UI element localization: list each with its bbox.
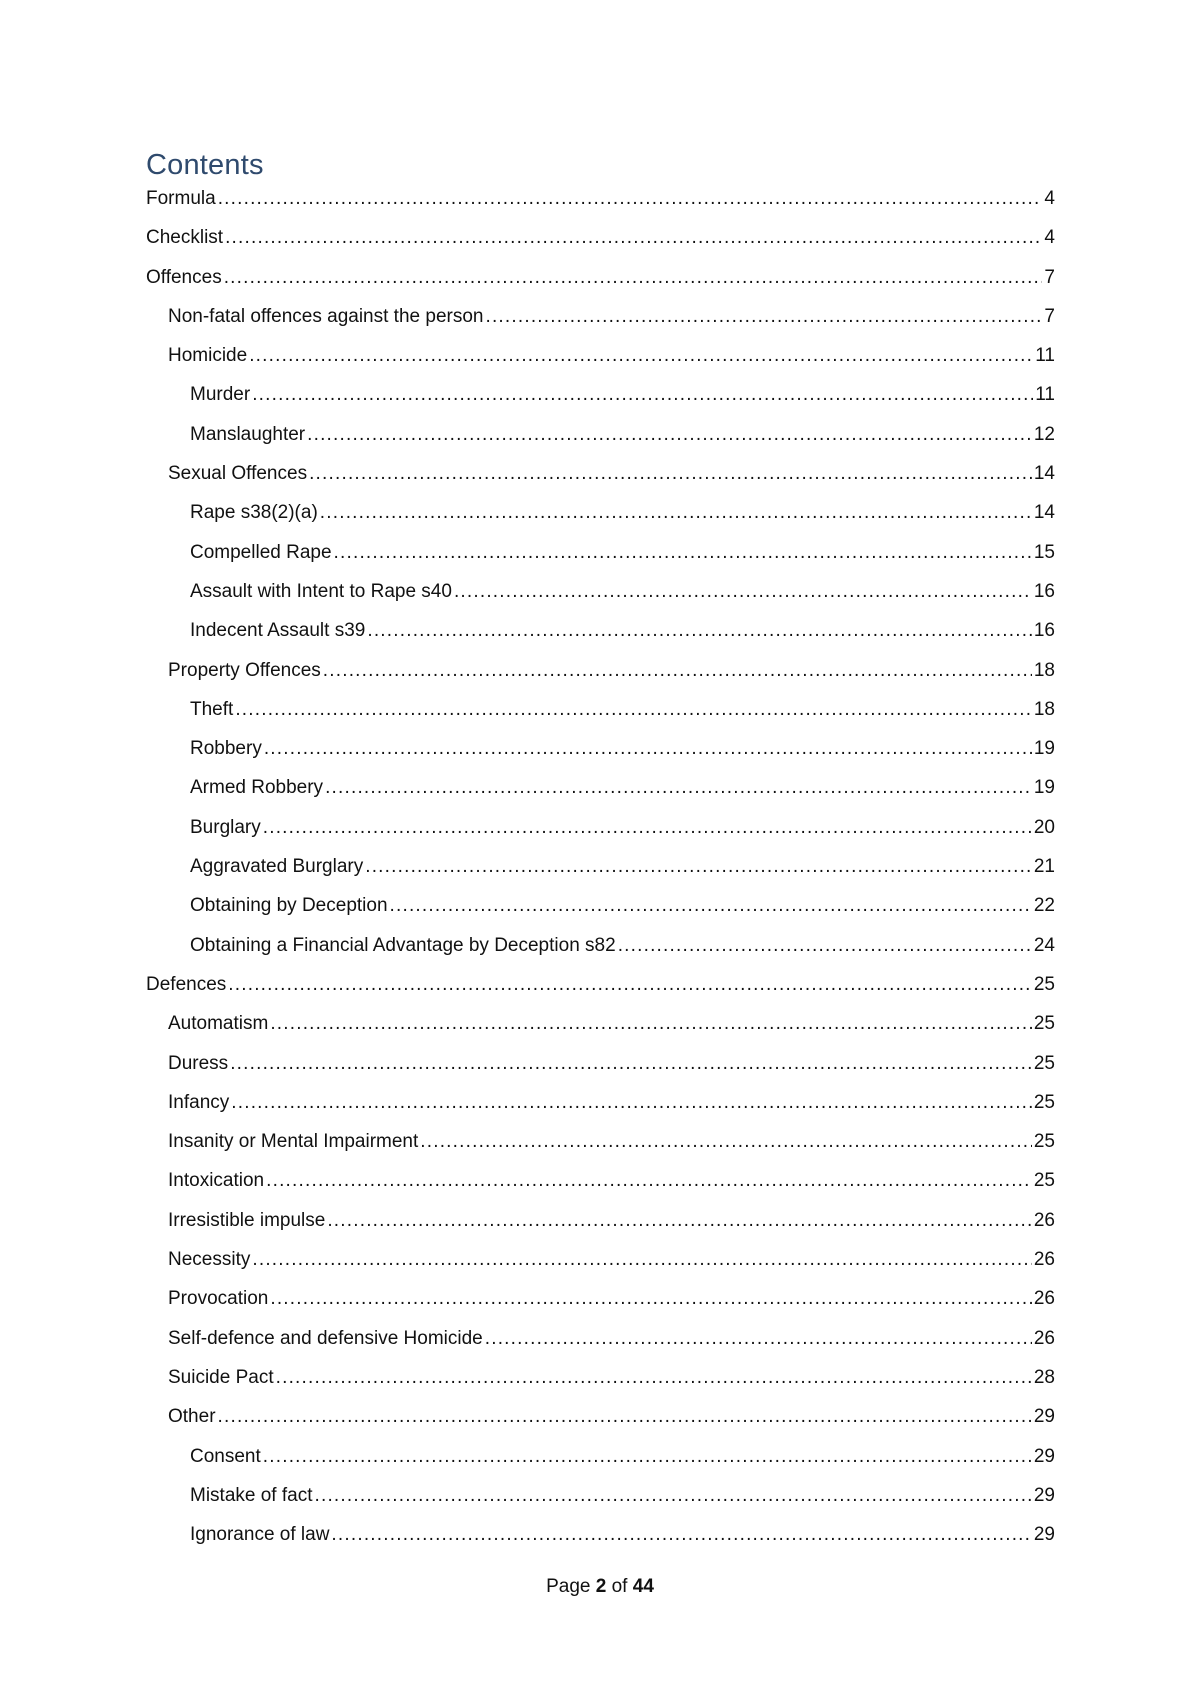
toc-entry-label: Formula bbox=[146, 188, 216, 209]
toc-entry[interactable] bbox=[146, 1168, 1055, 1207]
toc-entry-label: Non-fatal offences against the person bbox=[168, 305, 484, 327]
toc-entry[interactable] bbox=[146, 972, 1055, 1011]
toc-entry-page-number: 29 bbox=[1033, 1406, 1055, 1428]
toc-entry[interactable] bbox=[146, 893, 1055, 932]
toc-entry[interactable] bbox=[146, 500, 1055, 539]
toc-dot-leader bbox=[618, 933, 1032, 959]
toc-entry[interactable] bbox=[146, 461, 1055, 500]
toc-entry-label: Checklist bbox=[146, 227, 224, 249]
toc-entry[interactable] bbox=[146, 422, 1055, 461]
toc-entry-label: Obtaining a Financial Advantage by Deception s82 bbox=[190, 934, 616, 956]
toc-entry[interactable] bbox=[146, 1129, 1055, 1168]
toc-entry[interactable] bbox=[146, 775, 1055, 814]
toc-entry-page-number: 22 bbox=[1033, 895, 1055, 917]
toc-dot-leader bbox=[270, 1286, 1032, 1312]
toc-entry-page-number: 26 bbox=[1033, 1327, 1055, 1349]
toc-entry-label: Duress bbox=[168, 1052, 229, 1074]
toc-dot-leader bbox=[367, 618, 1032, 644]
toc-entry[interactable] bbox=[146, 186, 1055, 225]
toc-entry-page-number: 14 bbox=[1033, 502, 1055, 524]
toc-entry-label: Consent bbox=[190, 1445, 261, 1467]
toc-entry[interactable] bbox=[146, 618, 1055, 657]
toc-dot-leader bbox=[327, 1208, 1032, 1234]
toc-entry-label: Offences bbox=[146, 266, 222, 288]
toc-entry-label: Homicide bbox=[168, 345, 248, 367]
toc-dot-leader bbox=[230, 1051, 1032, 1077]
toc-entry-label: Indecent Assault s39 bbox=[190, 620, 366, 642]
toc-entry-page-number: 18 bbox=[1033, 698, 1055, 720]
toc-dot-leader bbox=[390, 893, 1032, 919]
toc-entry-page-number: 12 bbox=[1033, 423, 1055, 445]
toc-dot-leader bbox=[331, 1522, 1031, 1548]
toc-entry-page-number: 25 bbox=[1033, 973, 1055, 995]
toc-entry[interactable] bbox=[146, 1483, 1055, 1522]
toc-entry-page-number: 24 bbox=[1033, 934, 1055, 956]
toc-entry-page-number: 25 bbox=[1033, 1131, 1055, 1153]
toc-entry-label: Assault with Intent to Rape s40 bbox=[190, 580, 452, 602]
toc-dot-leader bbox=[249, 343, 1033, 369]
toc-dot-leader bbox=[218, 1404, 1032, 1430]
toc-entry-label: Provocation bbox=[168, 1288, 269, 1310]
toc-dot-leader bbox=[276, 1365, 1032, 1391]
toc-entry[interactable] bbox=[146, 265, 1055, 304]
toc-dot-leader bbox=[263, 815, 1032, 841]
toc-dot-leader bbox=[231, 1090, 1032, 1116]
toc-entry-page-number: 16 bbox=[1033, 580, 1055, 602]
toc-entry-page-number: 25 bbox=[1033, 1052, 1055, 1074]
toc-dot-leader bbox=[307, 422, 1032, 448]
toc-entry-label: Property Offences bbox=[168, 659, 321, 681]
toc-entry[interactable] bbox=[146, 736, 1055, 775]
footer-separator: of bbox=[611, 1576, 628, 1597]
toc-entry-label: Obtaining by Deception bbox=[190, 895, 388, 917]
toc-entry-page-number: 26 bbox=[1033, 1288, 1055, 1310]
toc-entry-label: Burglary bbox=[190, 816, 261, 838]
toc-entry-page-number: 29 bbox=[1033, 1524, 1055, 1546]
toc-dot-leader bbox=[225, 225, 1042, 251]
toc-entry-page-number: 26 bbox=[1033, 1209, 1055, 1231]
toc-entry[interactable] bbox=[146, 1247, 1055, 1286]
toc-entry[interactable] bbox=[146, 1051, 1055, 1090]
toc-entry-page-number: 14 bbox=[1033, 463, 1055, 485]
toc-entry-label: Other bbox=[168, 1406, 216, 1428]
toc-dot-leader bbox=[320, 500, 1032, 526]
toc-entry-label: Insanity or Mental Impairment bbox=[168, 1131, 419, 1153]
toc-entry-page-number: 7 bbox=[1044, 266, 1055, 288]
toc-dot-leader bbox=[218, 186, 1043, 212]
toc-entry-page-number: 19 bbox=[1033, 777, 1055, 799]
toc-entry-page-number: 28 bbox=[1033, 1366, 1055, 1388]
toc-dot-leader bbox=[325, 775, 1032, 801]
toc-entry[interactable] bbox=[146, 382, 1055, 421]
toc-entry-label: Theft bbox=[190, 698, 234, 720]
toc-dot-leader bbox=[266, 1168, 1032, 1194]
toc-entry[interactable] bbox=[146, 1011, 1055, 1050]
toc-entry-label: Compelled Rape bbox=[190, 541, 332, 563]
toc-entry[interactable] bbox=[146, 579, 1055, 618]
toc-entry-label: Robbery bbox=[190, 738, 262, 760]
toc-entry-page-number: 25 bbox=[1033, 1013, 1055, 1035]
page-footer bbox=[0, 1574, 1200, 1600]
toc-entry-label: Manslaughter bbox=[190, 423, 306, 445]
toc-dot-leader bbox=[235, 697, 1032, 723]
toc-entry-label: Irresistible impulse bbox=[168, 1209, 326, 1231]
toc-entry[interactable] bbox=[146, 1326, 1055, 1365]
toc-title: Contents bbox=[146, 149, 264, 181]
toc-entry[interactable] bbox=[146, 1208, 1055, 1247]
toc-entry-page-number: 11 bbox=[1035, 345, 1055, 367]
toc-entry-label: Ignorance of law bbox=[190, 1524, 330, 1546]
toc-entry-label: Mistake of fact bbox=[190, 1484, 313, 1506]
toc-dot-leader bbox=[315, 1483, 1032, 1509]
toc-entry-label: Murder bbox=[190, 384, 251, 406]
toc-dot-leader bbox=[420, 1129, 1032, 1155]
footer-prefix: Page bbox=[546, 1576, 591, 1597]
toc-dot-leader bbox=[365, 854, 1032, 880]
toc-entry[interactable] bbox=[146, 697, 1055, 736]
toc-entry-label: Rape s38(2)(a) bbox=[190, 502, 318, 524]
footer-total-pages: 44 bbox=[632, 1576, 654, 1597]
footer-current-page: 2 bbox=[595, 1576, 607, 1597]
toc-entry[interactable] bbox=[146, 854, 1055, 893]
toc-entry-label: Intoxication bbox=[168, 1170, 265, 1192]
toc-dot-leader bbox=[263, 1444, 1032, 1470]
toc-entry[interactable] bbox=[146, 1286, 1055, 1325]
toc-entry-label: Defences bbox=[146, 973, 227, 995]
toc-entry-page-number: 18 bbox=[1033, 659, 1055, 681]
toc-entry[interactable] bbox=[146, 225, 1055, 264]
toc-dot-leader bbox=[264, 736, 1032, 762]
toc-entry-page-number: 4 bbox=[1044, 227, 1055, 249]
toc-entry-label: Suicide Pact bbox=[168, 1366, 274, 1388]
toc-entry[interactable] bbox=[146, 815, 1055, 854]
toc-entry-page-number: 15 bbox=[1033, 541, 1055, 563]
toc-entry-page-number: 25 bbox=[1033, 1170, 1055, 1192]
toc-entry-page-number: 19 bbox=[1033, 738, 1055, 760]
toc-dot-leader bbox=[323, 658, 1032, 684]
toc-entry-label: Aggravated Burglary bbox=[190, 856, 364, 878]
toc-entry[interactable] bbox=[146, 933, 1055, 972]
toc-entry-page-number: 4 bbox=[1044, 188, 1055, 209]
toc-list bbox=[146, 186, 1055, 1561]
toc-dot-leader bbox=[334, 540, 1032, 566]
toc-entry-label: Infancy bbox=[168, 1091, 230, 1113]
toc-entry-label: Sexual Offences bbox=[168, 463, 308, 485]
toc-entry[interactable] bbox=[146, 1444, 1055, 1483]
toc-dot-leader bbox=[309, 461, 1032, 487]
toc-entry-label: Self-defence and defensive Homicide bbox=[168, 1327, 483, 1349]
toc-entry-label: Armed Robbery bbox=[190, 777, 324, 799]
toc-entry-page-number: 26 bbox=[1033, 1249, 1055, 1271]
toc-dot-leader bbox=[252, 382, 1033, 408]
toc-entry[interactable] bbox=[146, 1090, 1055, 1129]
toc-entry-page-number: 16 bbox=[1033, 620, 1055, 642]
toc-dot-leader bbox=[224, 265, 1043, 291]
toc-entry-label: Necessity bbox=[168, 1249, 251, 1271]
toc-entry[interactable] bbox=[146, 343, 1055, 382]
toc-dot-leader bbox=[228, 972, 1032, 998]
toc-entry[interactable] bbox=[146, 304, 1055, 343]
toc-entry[interactable] bbox=[146, 1365, 1055, 1404]
toc-dot-leader bbox=[485, 1326, 1032, 1352]
toc-entry-page-number: 21 bbox=[1033, 856, 1055, 878]
toc-entry-page-number: 20 bbox=[1033, 816, 1055, 838]
toc-entry[interactable] bbox=[146, 1404, 1055, 1443]
toc-entry-page-number: 25 bbox=[1033, 1091, 1055, 1113]
toc-dot-leader bbox=[454, 579, 1032, 605]
toc-dot-leader bbox=[485, 304, 1042, 330]
toc-entry-page-number: 29 bbox=[1033, 1445, 1055, 1467]
toc-entry[interactable] bbox=[146, 540, 1055, 579]
toc-entry[interactable] bbox=[146, 1522, 1055, 1561]
toc-entry[interactable] bbox=[146, 658, 1055, 697]
toc-dot-leader bbox=[270, 1011, 1032, 1037]
toc-entry-page-number: 11 bbox=[1035, 384, 1055, 406]
toc-dot-leader bbox=[252, 1247, 1032, 1273]
toc-entry-page-number: 7 bbox=[1044, 305, 1055, 327]
toc-entry-page-number: 29 bbox=[1033, 1484, 1055, 1506]
toc-entry-label: Automatism bbox=[168, 1013, 269, 1035]
